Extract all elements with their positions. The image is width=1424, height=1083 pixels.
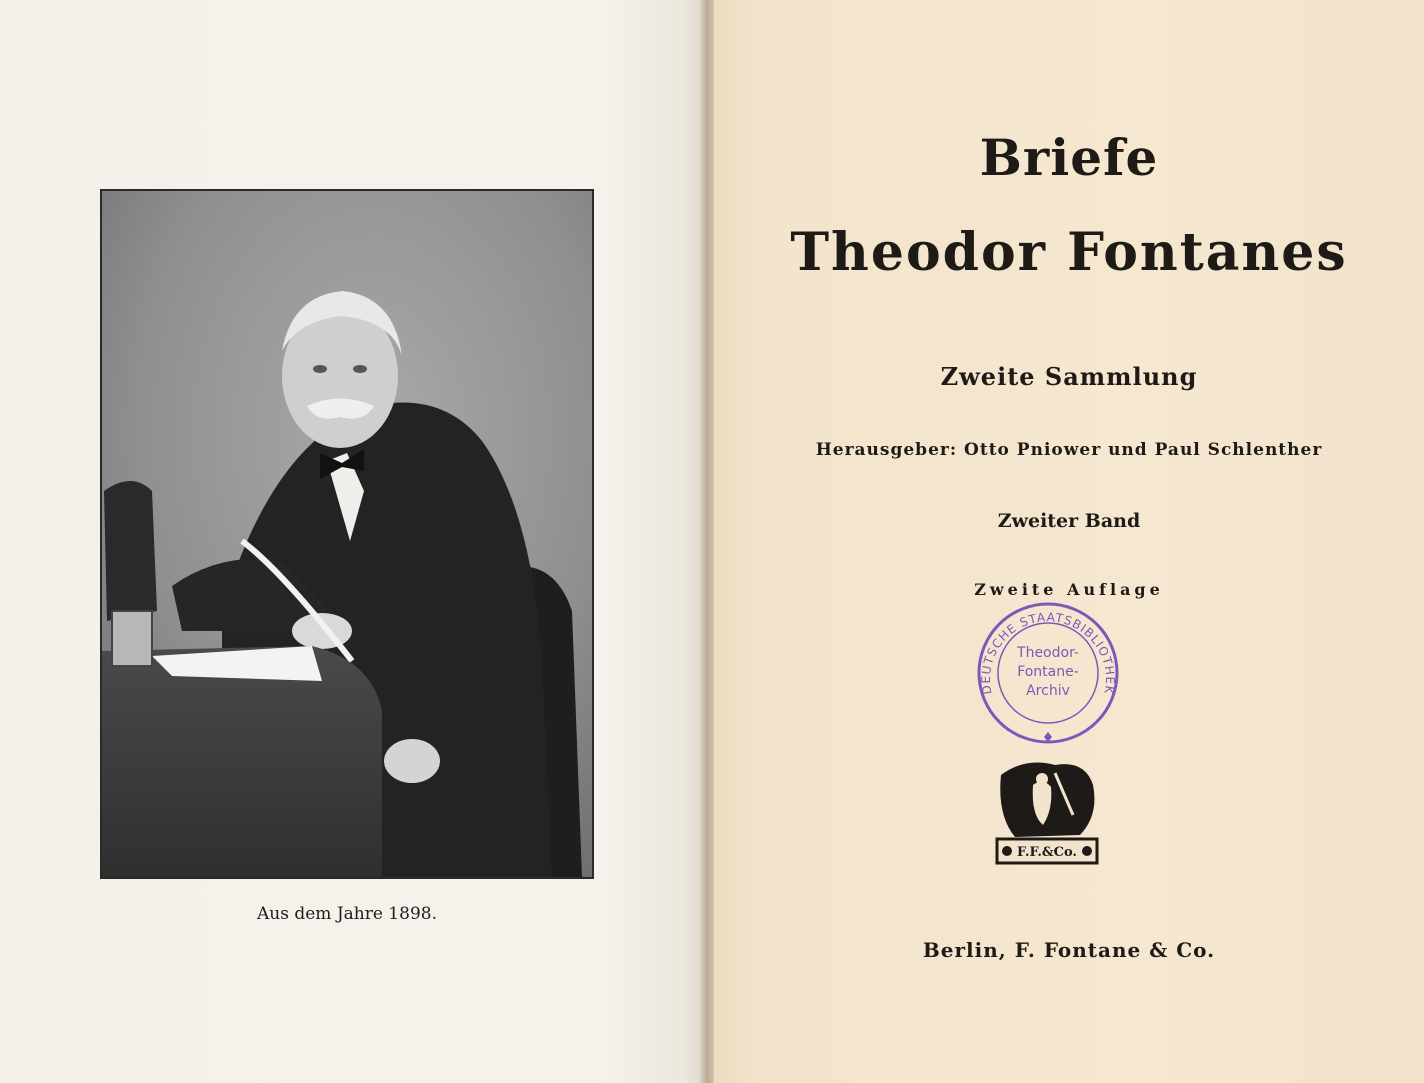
publisher-device bbox=[995, 755, 1099, 865]
volume-label: Zweiter Band bbox=[997, 510, 1141, 532]
stamp-text bbox=[975, 644, 1121, 701]
subtitle: Zweite Sammlung bbox=[940, 362, 1198, 391]
frontispiece-portrait bbox=[100, 189, 594, 879]
title-line-2: Theodor Fontanes bbox=[790, 222, 1348, 283]
portrait-caption: Aus dem Jahre 1898. bbox=[257, 904, 437, 924]
edition-label: Zweite Auflage bbox=[974, 580, 1164, 599]
title-line-1: Briefe bbox=[979, 128, 1159, 187]
imprint-line: Berlin, F. Fontane & Co. bbox=[922, 938, 1216, 962]
stamp-line-2: Fontane- bbox=[1017, 664, 1079, 680]
publisher-device-icon bbox=[995, 755, 1099, 865]
svg-text:F.F.&Co.: F.F.&Co. bbox=[1017, 845, 1077, 860]
svg-text:DEUTSCHE STAATSBIBLIOTHEK: DEUTSCHE STAATSBIBLIOTHEK bbox=[978, 610, 1118, 696]
library-stamp bbox=[975, 600, 1121, 746]
stamp-line-3: Archiv bbox=[1026, 683, 1070, 699]
stamp-line-1: Theodor- bbox=[1017, 645, 1079, 661]
editors-line: Herausgeber: Otto Pniower und Paul Schlenther bbox=[815, 440, 1323, 460]
